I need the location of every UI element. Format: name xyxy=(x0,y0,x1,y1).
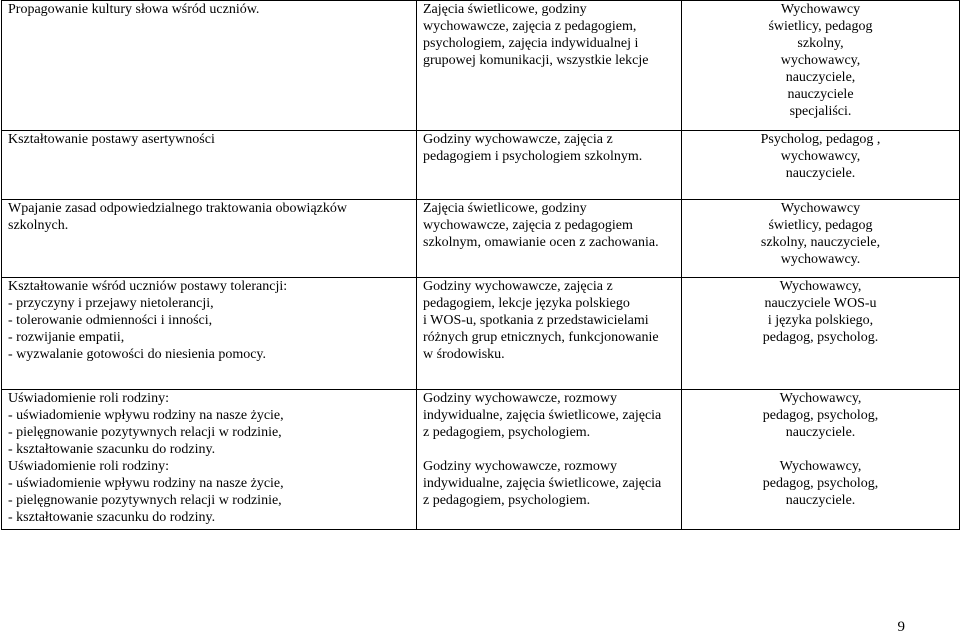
text-line: Wychowawcy, xyxy=(779,391,862,406)
text-line: grupowej komunikacji, wszystkie lekcje xyxy=(423,53,649,68)
text-line: Propagowanie kultury słowa wśród uczniów. xyxy=(8,2,260,17)
text-line: Uświadomienie roli rodziny: xyxy=(8,459,169,474)
text-line: Wpajanie zasad odpowiedzialnego traktowania obowiązków xyxy=(8,201,347,216)
text-line: świetlicy, pedagog xyxy=(768,218,873,233)
text-line: nauczyciele xyxy=(787,87,854,102)
forms-cell xyxy=(417,1,682,131)
text-line xyxy=(688,441,953,458)
forms-cell xyxy=(417,131,682,200)
text-line: Kształtowanie wśród uczniów postawy tolerancji: xyxy=(8,279,288,294)
text-line: pedagog, psycholog, xyxy=(762,476,879,491)
text-line: - pielęgnowanie pozytywnych relacji w rodzinie, xyxy=(8,493,282,508)
text-line: nauczyciele. xyxy=(785,425,856,440)
table-row xyxy=(2,390,960,530)
text-line: pedagogiem, lekcje języka polskiego xyxy=(423,296,630,311)
text-line: Uświadomienie roli rodziny: xyxy=(8,391,169,406)
text-line: pedagog, psycholog, xyxy=(762,408,879,423)
text-line: - wyzwalanie gotowości do niesienia pomocy. xyxy=(8,347,267,362)
text-line: - kształtowanie szacunku do rodziny. xyxy=(8,442,216,457)
table-row xyxy=(2,131,960,200)
text-line: szkolny, nauczyciele, xyxy=(760,235,881,250)
text-line: Wychowawcy, xyxy=(779,279,862,294)
text-line: szkolnym, omawianie ocen z zachowania. xyxy=(423,235,659,250)
text-line: indywidualne, zajęcia świetlicowe, zajęcia xyxy=(423,476,662,491)
text-line: - pielęgnowanie pozytywnych relacji w rodzinie, xyxy=(8,425,282,440)
text-line: pedagog, psycholog. xyxy=(762,330,879,345)
forms-cell xyxy=(417,200,682,278)
text-line: nauczyciele WOS-u xyxy=(764,296,877,311)
education-plan-table xyxy=(1,0,960,530)
text-line: - przyczyny i przejawy nietolerancji, xyxy=(8,296,214,311)
text-line: - uświadomienie wpływu rodziny na nasze życie, xyxy=(8,408,284,423)
text-line: Zajęcia świetlicowe, godziny xyxy=(423,201,587,216)
text-line: z pedagogiem, psychologiem. xyxy=(423,425,591,440)
forms-cell xyxy=(417,278,682,390)
text-line: różnych grup etnicznych, funkcjonowanie xyxy=(423,330,659,345)
text-line: Zajęcia świetlicowe, godziny xyxy=(423,2,587,17)
text-line: w środowisku. xyxy=(423,347,505,362)
text-line: Wychowawcy, xyxy=(779,459,862,474)
text-line: nauczyciele, xyxy=(785,70,856,85)
text-line: Wychowawcy xyxy=(780,201,861,216)
text-line: szkolnych. xyxy=(8,218,69,233)
text-line: - uświadomienie wpływu rodziny na nasze życie, xyxy=(8,476,284,491)
page-number: 9 xyxy=(897,619,905,635)
text-line: Godziny wychowawcze, rozmowy xyxy=(423,459,617,474)
text-line xyxy=(423,441,675,458)
text-line: pedagogiem i psychologiem szkolnym. xyxy=(423,149,643,164)
text-line: Godziny wychowawcze, zajęcia z xyxy=(423,132,613,147)
text-line: Godziny wychowawcze, zajęcia z xyxy=(423,279,613,294)
text-line: wychowawcze, zajęcia z pedagogiem, xyxy=(423,19,637,34)
text-line: - kształtowanie szacunku do rodziny. xyxy=(8,510,216,525)
text-line: psychologiem, zajęcia indywidualnej i xyxy=(423,36,639,51)
responsible-cell xyxy=(682,278,960,390)
responsible-cell xyxy=(682,390,960,530)
area-cell xyxy=(2,200,417,278)
text-line: indywidualne, zajęcia świetlicowe, zajęcia xyxy=(423,408,662,423)
text-line: nauczyciele. xyxy=(785,493,856,508)
text-line: wychowawcy, xyxy=(780,149,861,164)
text-line: Wychowawcy xyxy=(780,2,861,17)
text-line: Godziny wychowawcze, rozmowy xyxy=(423,391,617,406)
text-line: i języka polskiego, xyxy=(767,313,874,328)
text-line: świetlicy, pedagog xyxy=(768,19,873,34)
area-cell xyxy=(2,278,417,390)
text-line: z pedagogiem, psychologiem. xyxy=(423,493,591,508)
responsible-cell xyxy=(682,200,960,278)
text-line: wychowawcy, xyxy=(780,53,861,68)
table-row xyxy=(2,200,960,278)
text-line: wychowawcy. xyxy=(780,252,861,267)
text-line: - rozwijanie empatii, xyxy=(8,330,125,345)
text-line: specjaliści. xyxy=(789,104,852,119)
text-line: Kształtowanie postawy asertywności xyxy=(8,132,215,147)
text-line: nauczyciele. xyxy=(785,166,856,181)
text-line: Psycholog, pedagog , xyxy=(760,132,881,147)
text-line: i WOS-u, spotkania z przedstawicielami xyxy=(423,313,649,328)
table-row xyxy=(2,278,960,390)
area-cell xyxy=(2,131,417,200)
responsible-cell xyxy=(682,1,960,131)
table-row xyxy=(2,1,960,131)
text-line: szkolny, xyxy=(797,36,844,51)
area-cell xyxy=(2,1,417,131)
text-line: wychowawcze, zajęcia z pedagogiem xyxy=(423,218,633,233)
forms-cell xyxy=(417,390,682,530)
area-cell xyxy=(2,390,417,530)
text-line: - tolerowanie odmienności i inności, xyxy=(8,313,213,328)
responsible-cell xyxy=(682,131,960,200)
